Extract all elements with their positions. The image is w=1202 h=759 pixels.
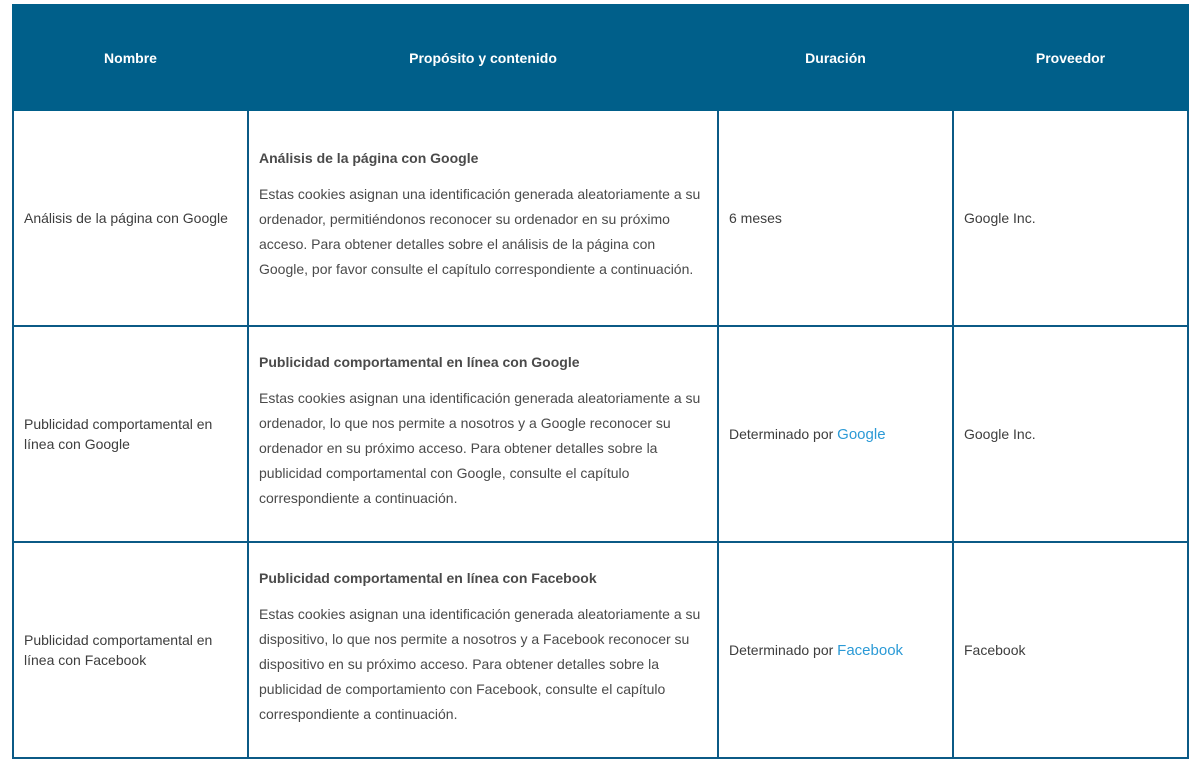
cell-name: Análisis de la página con Google bbox=[13, 110, 248, 326]
purpose-title: Publicidad comportamental en línea con Google bbox=[259, 353, 580, 370]
purpose-title: Publicidad comportamental en línea con Facebook bbox=[259, 569, 597, 586]
cell-duration: 6 meses bbox=[718, 110, 953, 326]
duration-prefix: Determinado por bbox=[729, 425, 834, 442]
table-row bbox=[13, 542, 1188, 758]
cell-purpose bbox=[248, 326, 718, 542]
cell-duration bbox=[718, 326, 953, 542]
cell-purpose bbox=[248, 542, 718, 758]
cookie-table bbox=[12, 4, 1189, 759]
cell-name: Publicidad comportamental en línea con Google bbox=[13, 326, 248, 542]
cell-name: Publicidad comportamental en línea con Facebook bbox=[13, 542, 248, 758]
purpose-text: Estas cookies asignan una identificación generada aleatoriamente a su ordenador, permitiéndonos reconocer su ordenador en su próximo acceso. Para obtener detalles sobre el análisis de la página con Google, por favor consulte el capítulo correspondiente a continuación. bbox=[259, 186, 701, 277]
purpose-title: Análisis de la página con Google bbox=[259, 150, 479, 166]
cell-provider: Facebook bbox=[953, 542, 1188, 758]
table-row bbox=[13, 110, 1188, 326]
purpose-text: Estas cookies asignan una identificación generada aleatoriamente a su ordenador, lo que nos permite a nosotros y a Google reconocer su ordenador en su próximo acceso. Para obtener detalles sobre la publicidad comportamental con Google, consulte el capítulo correspondiente a continuación. bbox=[259, 389, 701, 506]
column-header-purpose: Propósito y contenido bbox=[248, 5, 718, 110]
table-header-row bbox=[13, 5, 1188, 110]
table-row bbox=[13, 326, 1188, 542]
cookie-table-container bbox=[12, 4, 1187, 759]
facebook-link[interactable]: Facebook bbox=[837, 641, 904, 659]
column-header-name: Nombre bbox=[13, 5, 248, 110]
cell-purpose bbox=[248, 110, 718, 326]
cell-provider: Google Inc. bbox=[953, 110, 1188, 326]
purpose-text: Estas cookies asignan una identificación generada aleatoriamente a su dispositivo, lo que nos permite a nosotros y a Facebook reconocer su dispositivo en su próximo acceso. Para obtener detalles sobre la publicidad de comportamiento con Facebook, consulte el capítulo correspondiente a continuación. bbox=[259, 605, 701, 722]
duration-prefix: Determinado por bbox=[729, 641, 834, 658]
cell-provider: Google Inc. bbox=[953, 326, 1188, 542]
column-header-duration: Duración bbox=[718, 5, 953, 110]
cell-duration bbox=[718, 542, 953, 758]
column-header-provider: Proveedor bbox=[953, 5, 1188, 110]
google-link[interactable]: Google bbox=[837, 425, 886, 443]
